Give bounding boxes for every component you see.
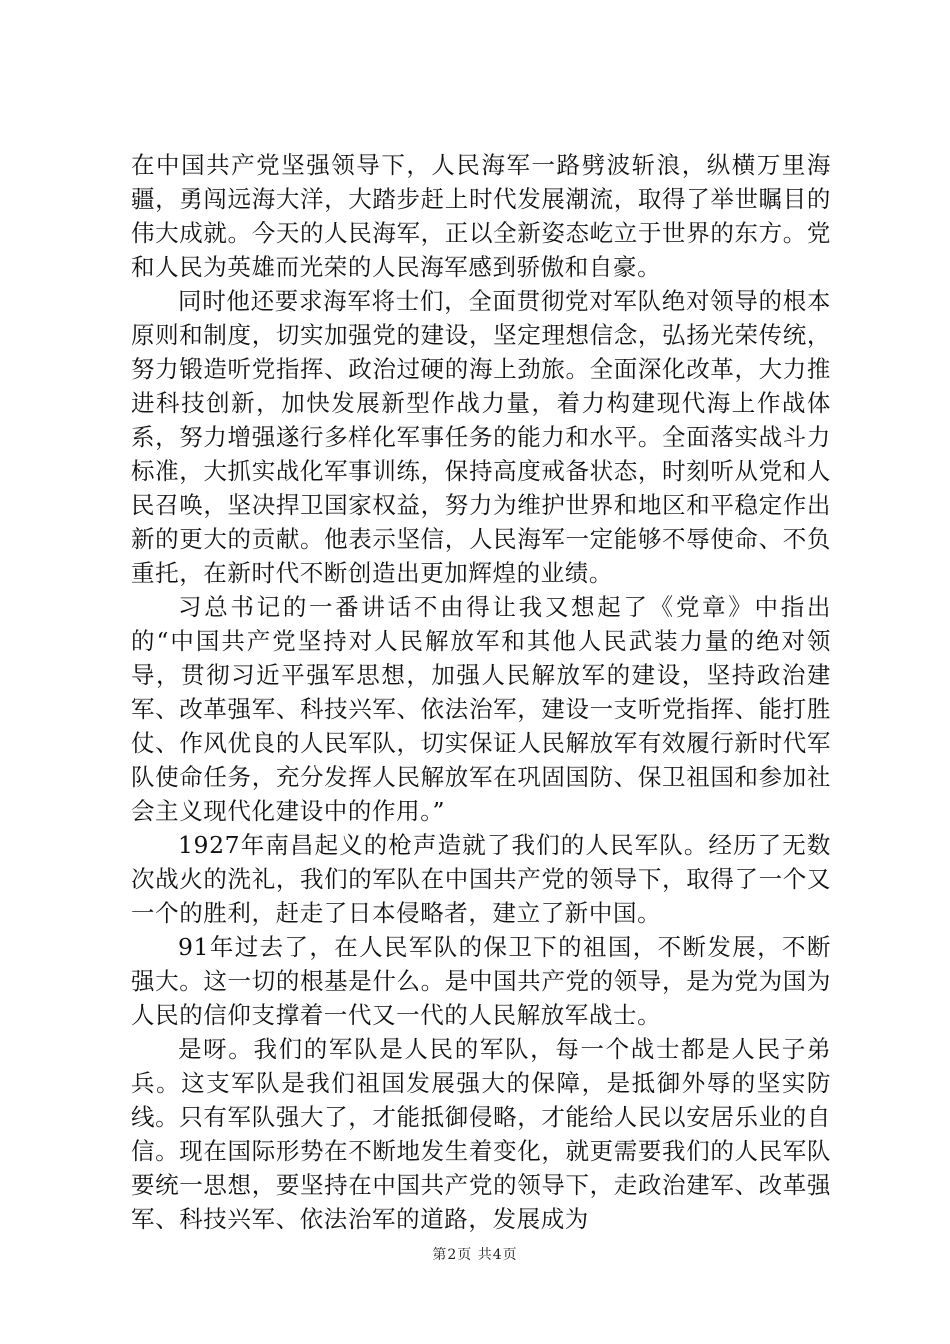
paragraph-5: 91年过去了，在人民军队的保卫下的祖国，不断发展，不断强大。这一切的根基是什么。是中国共产党的领导，是为党为国为人民的信仰支撑着一代又一代的人民解放军战士。 (131, 933, 831, 1029)
paragraph-1: 在中国共产党坚强领导下，人民海军一路劈波斩浪，纵横万里海疆，勇闯远海大洋，大踏步赶上时代发展潮流，取得了举世瞩目的伟大成就。今天的人民海军，正以全新姿态屹立于世界的东方。党和人民为英雄而光荣的人民海军感到骄傲和自豪。 (131, 151, 831, 281)
page-number-footer: 第2页 共4页 (432, 1247, 518, 1263)
paragraph-3: 习总书记的一番讲话不由得让我又想起了《党章》中指出的“中国共产党坚持对人民解放军和其他人民武装力量的绝对领导，贯彻习近平强军思想，加强人民解放军的建设，坚持政治建军、改革强军、科技兴军、依法治军，建设一支听党指挥、能打胜仗、作风优良的人民军队，切实保证人民解放军有效履行新时代军队使命任务，充分发挥人民解放军在巩固国防、保卫祖国和参加社会主义现代化建设中的作用。” (131, 593, 831, 825)
paragraph-2: 同时他还要求海军将士们，全面贯彻党对军队绝对领导的根本原则和制度，切实加强党的建设，坚定理想信念，弘扬光荣传统，努力锻造听党指挥、政治过硬的海上劲旅。全面深化改革，大力推进科技创新，加快发展新型作战力量，着力构建现代海上作战体系，努力增强遂行多样化军事任务的能力和水平。全面落实战斗力标准，大抓实战化军事训练，保持高度戒备状态，时刻听从党和人民召唤，坚决捍卫国家权益，努力为维护世界和地区和平稳定作出新的更大的贡献。他表示坚信，人民海军一定能够不辱使命、不负重托，在新时代不断创造出更加辉煌的业绩。 (131, 287, 831, 587)
paragraph-6: 是呀。我们的军队是人民的军队，每一个战士都是人民子弟兵。这支军队是我们祖国发展强大的保障，是抵御外辱的坚实防线。只有军队强大了，才能抵御侵略，才能给人民以安居乐业的自信。现在国际形势在不断地发生着变化，就更需要我们的人民军队要统一思想，要坚持在中国共产党的领导下，走政治建军、改革强军、科技兴军、依法治军的道路，发展成为 (131, 1035, 831, 1233)
paragraph-4: 1927年南昌起义的枪声造就了我们的人民军队。经历了无数次战火的洗礼，我们的军队在中国共产党的领导下，取得了一个又一个的胜利，赶走了日本侵略者，建立了新中国。 (131, 831, 831, 927)
document-body (131, 148, 831, 1236)
